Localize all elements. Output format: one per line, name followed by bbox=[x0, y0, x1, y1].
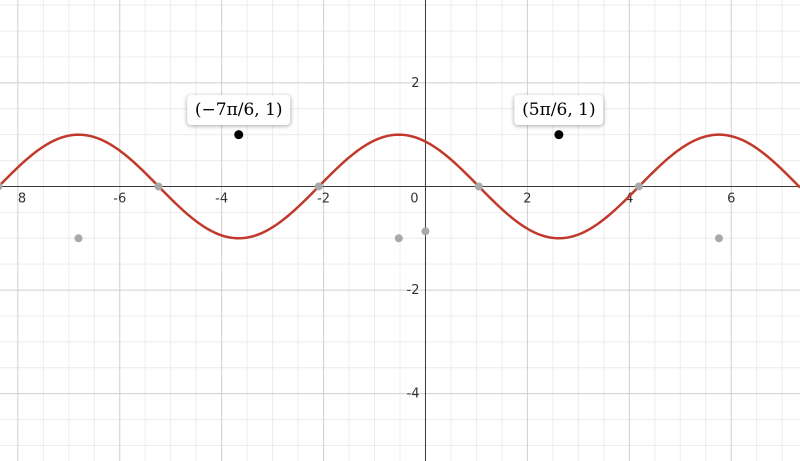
x-tick-label: -2 bbox=[317, 191, 331, 207]
marked-point[interactable] bbox=[475, 182, 483, 190]
point-label: (−7π/6, 1) bbox=[187, 95, 291, 125]
highlighted-point[interactable] bbox=[234, 130, 243, 139]
x-tick-label: 6 bbox=[727, 191, 736, 207]
x-tick-label: -4 bbox=[215, 191, 229, 207]
x-tick-label: 4 bbox=[625, 191, 634, 207]
y-tick-label: 2 bbox=[411, 75, 420, 91]
marked-point[interactable] bbox=[715, 234, 723, 242]
y-tick-label: -4 bbox=[406, 386, 420, 402]
marked-point[interactable] bbox=[421, 227, 429, 235]
x-tick-label: -6 bbox=[113, 191, 127, 207]
y-tick-label: -2 bbox=[406, 283, 420, 299]
marked-point[interactable] bbox=[154, 182, 162, 190]
x-tick-label: 2 bbox=[523, 191, 532, 207]
x-tick-label: 8 bbox=[17, 191, 27, 207]
marked-point[interactable] bbox=[635, 182, 643, 190]
x-tick-label: 0 bbox=[410, 191, 419, 207]
marked-point[interactable] bbox=[315, 182, 323, 190]
highlighted-point[interactable] bbox=[554, 130, 563, 139]
marked-point[interactable] bbox=[395, 234, 403, 242]
point-label: (5π/6, 1) bbox=[514, 95, 603, 125]
marked-point[interactable] bbox=[74, 234, 82, 242]
